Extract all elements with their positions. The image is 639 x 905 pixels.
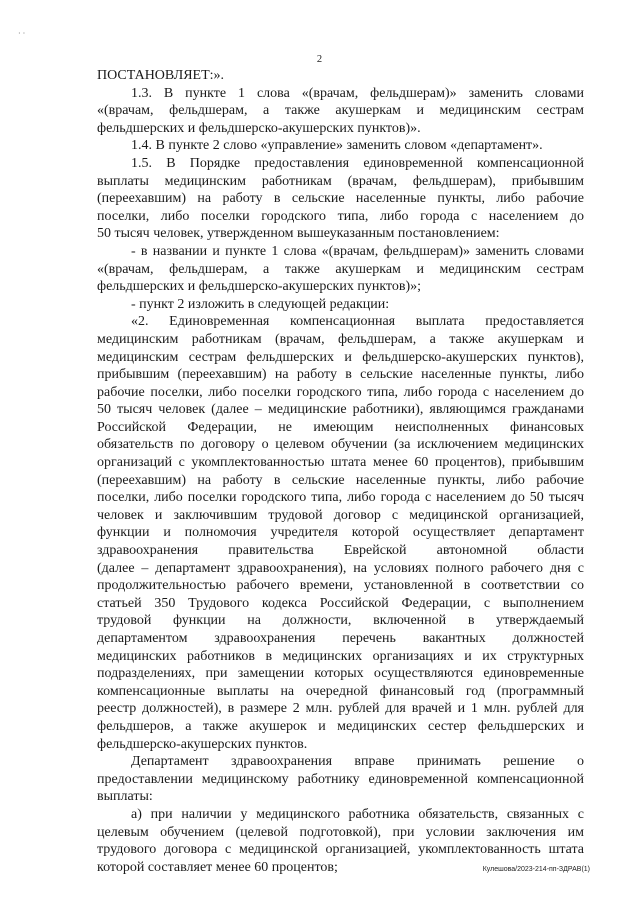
text-line: 1.5. В Порядке предоставления единовременной компенсационной [131, 155, 584, 171]
text-line: фельдшеров, а также акушерок и медицинских сестер фельдшерских и [97, 718, 584, 734]
text-line: подразделениях, при замещении которых осуществляются единовременные [97, 666, 584, 682]
text-line: «2. Единовременная компенсационная выплата предоставляется [131, 314, 584, 330]
text-line: трудового договора с медицинской организацией, укомплектованность штата [97, 842, 584, 858]
text-line: «(врачам, фельдшерам, а также акушеркам и медицинским сестрам [97, 103, 584, 119]
text-line: фельдшерских и фельдшерско-акушерских пунктов)». [97, 120, 421, 136]
page-number: 2 [316, 54, 323, 65]
text-line: фельдшерских и фельдшерско-акушерских пунктов)»; [97, 279, 422, 295]
text-line: продолжительностью рабочего времени, установленной в соответствии со [97, 578, 584, 594]
text-line: фельдшерско-акушерских пунктов. [97, 736, 308, 752]
document-footer-code: Кулешова/2023-214-пп-ЗДРАВ(1) [482, 866, 590, 873]
text-line: 1.3. В пункте 1 слова «(врачам, фельдшерам)» заменить словами [131, 85, 584, 101]
text-line: 50 тысяч человек (далее – медицинские работники), являющимся гражданами [97, 402, 584, 418]
text-line: медицинским сестрам фельдшерских и фельдшерско-акушерских пунктов), [97, 349, 584, 365]
text-line: а) при наличии у медицинского работника обязательств, связанных с [131, 806, 584, 822]
text-line: 50 тысяч человек, утвержденном вышеуказанным постановлением: [97, 226, 500, 242]
text-line: департаментом здравоохранения перечень вакантных должностей [97, 631, 584, 646]
text-line: обязательств по договору о целевом обучении (за исключением медицинских [97, 437, 584, 453]
text-line: выплаты: [97, 789, 153, 805]
text-line: поселки, либо поселки городского типа, либо города с населением до [97, 208, 584, 224]
text-line: организаций с укомплектованностью штата менее 60 процентов), прибывшим [97, 455, 584, 471]
text-line: которой составляет менее 60 процентов; [97, 859, 338, 875]
text-line: предоставлении медицинскому работнику единовременной компенсационной [97, 771, 584, 787]
text-line: Российской Федерации, не имеющим неисполненных финансовых [97, 419, 584, 435]
text-line: рабочие поселки, либо поселки городского типа, либо города с населением до [97, 384, 584, 400]
text-line: функции и полномочия учредителя которой осуществляет департамент [97, 525, 584, 541]
text-line: компенсационные выплаты на очередной финансовый год (программный [97, 683, 584, 699]
text-line: целевым обучением (целевой подготовкой), при условии заключения им [97, 824, 584, 840]
text-line: - пункт 2 изложить в следующей редакции: [131, 296, 390, 312]
text-line: «(врачам, фельдшерам, а также акушеркам и медицинским сестрам [97, 261, 584, 277]
corner-marks: · · [18, 29, 26, 38]
text-line: медицинским работникам (врачам, фельдшерам, а также акушеркам и [97, 331, 584, 347]
text-line: (далее – департамент здравоохранения), на условиях полного рабочего дня с [97, 560, 584, 576]
text-line: поселки, либо поселки городского типа, либо города с населением до 50 тысяч [97, 490, 584, 506]
text-line: человек и заключившим трудовой договор с медицинской организацией, [97, 507, 584, 523]
text-line: реестр должностей), в размере 2 млн. рублей для врачей и 1 млн. рублей для [97, 701, 584, 717]
text-line: медицинских работников в медицинских организациях и их структурных [97, 648, 584, 664]
text-line: (переехавшим) на работу в сельские населенные пункты, либо рабочие [97, 472, 584, 488]
text-line: (переехавшим) на работу в сельские населенные пункты, либо рабочие [97, 191, 584, 207]
text-line: прибывшим (переехавшим) на работу в сельские населенные пункты, либо [97, 367, 584, 383]
text-line: трудовой функции на должности, включенной в утверждаемый [97, 613, 584, 629]
text-line: ПОСТАНОВЛЯЕТ:». [97, 68, 225, 83]
document-body [97, 67, 584, 876]
text-line: Департамент здравоохранения вправе принимать решение о [131, 754, 584, 770]
text-line: 1.4. В пункте 2 слово «управление» заменить словом «департамент». [131, 138, 543, 154]
text-line: выплаты медицинским работникам (врачам, фельдшерам), прибывшим [97, 173, 584, 189]
text-line: здравоохранения правительства Еврейской автономной области [97, 543, 584, 559]
text-line: статьей 350 Трудового кодекса Российской Федерации, с выполнением [97, 595, 584, 611]
text-line: - в названии и пункте 1 слова «(врачам, фельдшерам)» заменить словами [131, 243, 584, 259]
